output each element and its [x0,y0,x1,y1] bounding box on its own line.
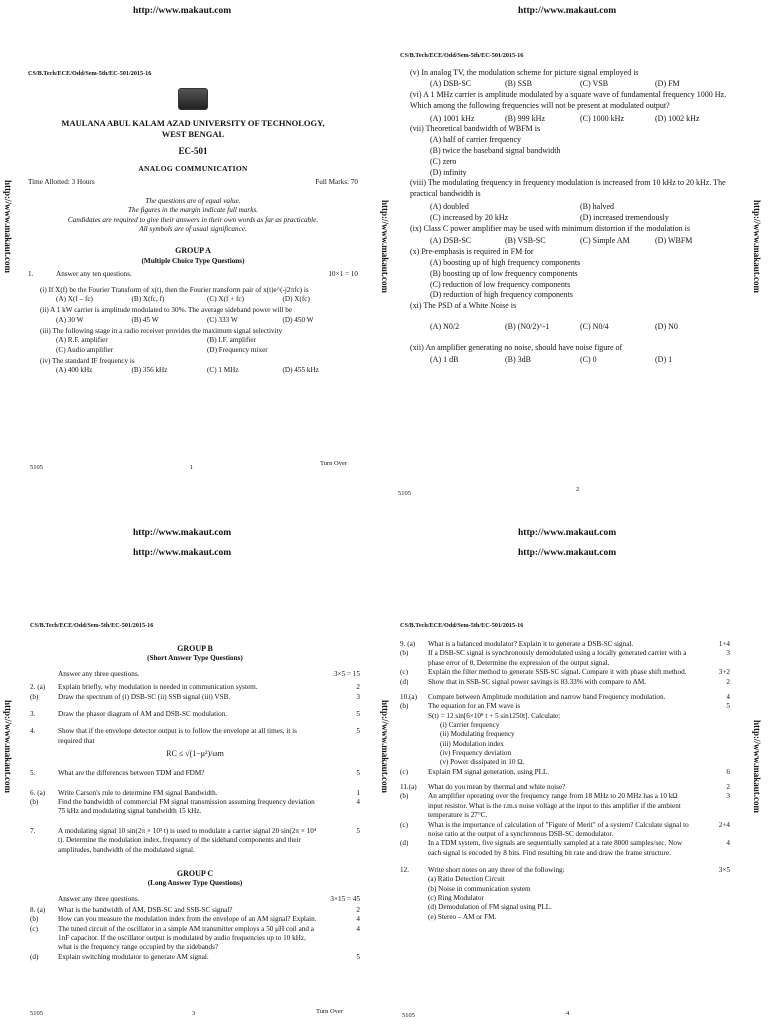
question-marks: 5 [356,952,360,961]
question-text: Write short notes on any three of the following: [428,865,565,874]
option: (D) 455 kHz [282,366,319,375]
page-header: CS/B.Tech/ECE/Odd/Sem-5th/EC-501/2015-16 [400,622,524,629]
list-item: (v) Power dissipated in 10 Ω. [440,758,525,767]
question-vi: (vi) A 1 MHz carrier is amplitude modulated by a square wave of fundamental frequency 1000 Hz. Which among the following frequencies will not be present at modulated output? [410,89,727,110]
site-url-mid-left-1[interactable]: http://www.makaut.com [133,528,232,538]
footer-turn-1: Turn Over [320,460,348,467]
question-number: 6. (a) [30,788,46,797]
group-c-instruction: Answer any three questions. [58,894,140,903]
question-text: What is the bandwidth of AM, DSB-SC and SSB-SC signal? [58,905,233,914]
question-marks: 3×5 [718,865,730,874]
instruction-1: The questions are of equal value. [145,196,241,205]
question-iv: (iv) The standard IF frequency is [40,357,135,366]
group-b-subtitle: (Short Answer Type Questions) [147,654,243,663]
site-url-top-left[interactable]: http://www.makaut.com [133,6,232,16]
side-url-1[interactable]: http://www.makaut.com [3,180,13,274]
options-ii [56,316,358,325]
question-number: (b) [400,792,409,801]
paper-code: EC-501 [178,146,208,157]
option: (A) 30 W [56,315,84,324]
university-logo [178,88,208,110]
site-url-mid-left-2[interactable]: http://www.makaut.com [133,548,232,558]
question-marks: 3 [726,649,730,658]
question-number: 4. [30,727,36,736]
page-2 [400,52,730,366]
option: (D) 1 [655,355,673,365]
options-iii-b [56,346,358,355]
option: (A) DSB-SC [430,79,472,89]
question-v: (v) In analog TV, the modulation scheme for picture signal employed is [410,68,639,78]
option: (C) Simple AM [580,236,630,246]
question-text: The equation for an FM wave is [428,702,521,711]
question-marks: 4 [356,798,360,807]
question-number: 5. [30,769,36,778]
page-header: CS/B.Tech/ECE/Odd/Sem-5th/EC-501/2015-16 [28,70,152,77]
group-c-marks: 3×15 = 45 [330,894,360,903]
option: (D) FM [655,79,680,89]
list-item: (iii) Modulation index [440,739,504,748]
option: (C) reduction of low frequency components [430,279,571,289]
university-state: WEST BENGAL [161,129,225,140]
options-viii-b [430,213,730,224]
option: (A) X(f – fc) [56,294,93,303]
option: (B) 45 W [131,315,159,324]
list-item: (e) Stereo – AM or FM. [428,912,497,921]
question-marks: 4 [356,915,360,924]
option: (A) half of carrier frequency [430,135,522,145]
page-header: CS/B.Tech/ECE/Odd/Sem-5th/EC-501/2015-16 [30,622,154,629]
university-name: MAULANA ABUL KALAM AZAD UNIVERSITY OF TECHNOLOGY, [61,118,325,129]
question-text: Explain switching modulator to generate AM signal. [58,952,209,961]
option: (A) 1 dB [430,355,459,365]
list-item: (c) Ring Modulator [428,894,484,903]
question-number: (b) [30,692,39,701]
question-number: 2. (a) [30,683,46,692]
site-url-mid-right-2[interactable]: http://www.makaut.com [518,548,617,558]
question-marks: 3 [726,792,730,801]
side-url-6[interactable]: http://www.makaut.com [752,720,762,814]
option: (A) boosting up of high frequency components [430,257,581,267]
question-text: Explain FM signal generation, using PLL. [428,767,550,776]
options-i [56,295,358,304]
question-text: Explain the filter method to generate SSB-SC signal. Compare it with phase shift method. [428,668,687,677]
option: (B) (N0/2)^-1 [505,321,550,331]
question-number: 12. [400,865,409,874]
option: (B) boosting up of low frequency components [430,268,578,278]
question-text: Write Carson's rule to determine FM signal Bandwidth. [58,788,218,797]
footer-code-3: 5105 [30,1010,43,1017]
question-number: (d) [400,839,409,848]
page-4 [400,622,730,922]
option: (B) 999 kHz [505,113,545,123]
question-number: 1. [28,270,34,279]
question-text: What is the importance of calculation of "Figure of Merit" of a system? Calculate signal to noise ratio at the output of a synchronous DSB-SC demodulator. [428,820,689,838]
question-number: (d) [30,952,39,961]
options-viii-a [430,202,730,213]
question-number: (c) [400,668,408,677]
question-text: How can you measure the modulation index from the envelope of an AM signal? Explain. [58,915,317,924]
question-marks: 1 [356,788,360,797]
footer-code-1: 5105 [30,464,43,471]
options-v [430,79,730,90]
question-text: Compare between Amplitude modulation and narrow band Frequency modulation. [428,692,666,701]
option: (C) Audio amplifier [56,345,114,354]
question-number: 10.(a) [400,692,417,701]
page-3 [30,622,360,962]
option: (C) 0 [580,355,597,365]
side-url-5[interactable]: http://www.makaut.com [380,700,390,794]
option: (D) X(fc) [282,294,310,303]
footer-page-2: 2 [576,486,580,493]
question-marks: 2 [356,683,360,692]
options-iv [56,366,358,375]
question-text: Draw the phasor diagram of AM and DSB-SC modulation. [58,709,228,718]
question-marks: 3+2 [718,668,730,677]
question-text: What is a balanced modulator? Explain it to generate a DSB-SC signal. [428,640,634,649]
footer-code-4: 5105 [402,1012,415,1019]
list-item: (ii) Modulating frequency [440,730,515,739]
option: (D) 1002 kHz [655,113,700,123]
question-number: 9. (a) [400,640,416,649]
question-number: (b) [400,649,409,658]
question-text: If a DSB-SC signal is synchronously demodulated using a locally generated carrier with a phase error of θ, Determine the expression of the output signal. [428,649,687,667]
group-c-title: GROUP C [176,868,214,878]
options-vi [430,114,730,125]
question-marks: 6 [726,767,730,776]
question-number: (b) [400,702,409,711]
question-marks: 2+4 [718,820,730,829]
instruction-4: All symbols are of usual significance. [139,225,247,234]
footer-page-3: 3 [192,1010,196,1017]
question-text: The tuned circuit of the oscillator in a simple AM transmitter employs a 50 μH coil and a 1nF capacitor. If the oscillator output is modulated by audio frequencies up to 10 kHz, what is the frequency range occupied by the sidebands? [58,924,314,952]
question-xi: (xi) The PSD of a White Noise is [410,301,517,311]
question-number: (c) [30,924,38,933]
question-1-marks: 10×1 = 10 [328,270,358,279]
question-marks: 5 [356,727,360,736]
page-1 [28,70,358,376]
option: (A) DSB-SC [430,236,472,246]
question-marks: 4 [726,692,730,701]
question-marks: 2 [356,905,360,914]
options-iii-a [56,336,358,345]
question-text: Show that in SSB-SC signal power savings is 83.33% with compare to AM. [428,677,647,686]
footer-turn-3: Turn Over [316,1008,344,1015]
question-number: (b) [30,915,39,924]
option: (D) reduction of high frequency components [430,290,573,300]
question-viii: (viii) The modulating frequency in frequency modulation is increased from 10 kHz to 20 kHz. The practical bandwidth is [410,178,726,199]
question-text: What do you mean by thermal and white noise? [428,783,566,792]
question-ix: (ix) Class C power amplifier may be used with minimum distortion if the modulation is [410,223,690,233]
options-xi [430,322,730,333]
question-xii: (xii) An amplifier generating no noise, should have noise figure of [410,342,623,352]
option: (C) 1 MHz [207,366,239,375]
question-text: In a TDM system, five signals are sequentially sampled at a rate 8000 samples/sec. Now each signal is encoded by 8 bits. Find resulting bit rate and draw the frame structure. [428,839,683,857]
option: (B) 3dB [505,355,531,365]
option: (D) WBFM [655,236,693,246]
group-a-subtitle: (Multiple Choice Type Questions) [141,256,245,265]
group-b-instruction: Answer any three questions. [58,669,140,678]
option: (B) 356 kHz [131,366,168,375]
question-iii: (iii) The following stage in a radio receiver provides the maximum signal selectivity [40,326,283,335]
question-text: Draw the spectrum of (i) DSB-SC (ii) SSB signal (iii) VSB. [58,692,231,701]
question-text: Explain briefly, why modulation is needed in communication system. [58,683,258,692]
option: (D) infinity [430,167,467,177]
footer-page-4: 4 [566,1010,570,1017]
time-allotted: Time Allotted: 3 Hours [28,177,95,186]
list-item: (iv) Frequency deviation [440,749,512,758]
side-url-2[interactable]: http://www.makaut.com [380,200,390,294]
option: (C) VSB [580,79,609,89]
option: (D) Frequency mixer [207,345,268,354]
question-marks: 2 [726,783,730,792]
question-1-text: Answer any ten questions. [56,270,132,279]
option: (A) doubled [430,201,469,211]
option: (D) increased tremendously [580,212,669,222]
option: (C) increased by 20 kHz [430,212,509,222]
list-item: (i) Carrier frequency [440,720,500,729]
footer-code-2: 5105 [398,490,411,497]
question-marks: 5 [356,769,360,778]
options-xii [430,355,730,366]
question-text: An amplifier operating over the frequency range from 18 MHz to 20 MHz has a 10 kΩ input resistor. What is the r.m.s noise voltage at the input to this amplifier if the ambient temperature is 27°C. [428,792,681,820]
question-marks: 4 [726,839,730,848]
option: (C) 1000 kHz [580,113,624,123]
option: (C) zero [430,156,457,166]
question-i: (i) If X(f) be the Fourier Transform of x(t), then the Fourier transform pair of x(t)e^(-j2πfc) is [40,285,309,294]
option: (B) I.F. amplifier [207,336,256,345]
group-b-title: GROUP B [177,644,213,654]
question-x: (x) Pre-emphasis is required in FM for [410,247,534,257]
options-ix [430,236,730,247]
question-text: Find the bandwidth of commercial FM signal transmission assuming frequency deviation 75 kHz and modulating signal bandwidth 15 kHz. [58,798,315,816]
option: (B) X(fc, f) [131,294,165,303]
option: (B) SSB [505,79,532,89]
option: (A) 400 kHz [56,366,93,375]
question-marks: 2 [726,677,730,686]
subject-title: ANALOG COMMUNICATION [138,163,248,173]
option: (B) halved [580,201,614,211]
question-vii: (vii) Theoretical bandwidth of WBFM is [410,124,541,134]
question-number: (c) [400,767,408,776]
question-marks: 5 [356,709,360,718]
question-number: (b) [30,798,39,807]
question-ii: (ii) A 1 kW carrier is amplitude modulated to 30%. The average sideband power will be [40,306,293,315]
question-number: 7. [30,826,36,835]
list-item: (a) Ratio Detection Circuit [428,875,505,884]
formula: RC ≤ √(1−μ²)/ωm [166,748,224,758]
question-marks: 3 [356,692,360,701]
option: (A) R.F. amplifier [56,336,108,345]
group-c-subtitle: (Long Answer Type Questions) [147,879,243,888]
group-a-title: GROUP A [175,246,211,256]
question-marks: 5 [356,826,360,835]
site-url-top-right[interactable]: http://www.makaut.com [518,6,617,16]
side-url-3[interactable]: http://www.makaut.com [752,200,762,294]
question-text: Show that if the envelope detector output is to follow the envelope at all times, it is required that [58,727,297,745]
option: (D) 450 W [282,315,314,324]
option: (C) N0/4 [580,321,609,331]
instruction-3: Candidates are required to give their answers in their own words as far as practicable. [67,215,319,224]
footer-page-1: 1 [190,464,194,471]
option: (B) VSB-SC [505,236,546,246]
option: (C) X(f + fc) [207,294,244,303]
site-url-mid-right-1[interactable]: http://www.makaut.com [518,528,617,538]
question-number: (d) [400,677,409,686]
instruction-2: The figures in the margin indicate full marks. [127,206,259,215]
option: (B) twice the baseband signal bandwidth [430,145,561,155]
list-item: (b) Noise in communication system [428,884,531,893]
question-text: What are the differences between TDM and FDM? [58,769,205,778]
question-text: A modulating signal 10 sin(2π × 10³ t) is used to modulate a carrier signal 20 sin(2π × 10⁴ t). Determine the modulation index, frequency of the sideband components and their amplitudes, bandwidth of the modulated signal. [58,826,317,854]
side-url-4[interactable]: http://www.makaut.com [3,700,13,794]
option: (A) N0/2 [430,321,460,331]
full-marks: Full Marks: 70 [315,177,358,186]
question-marks: 1+4 [718,640,730,649]
question-marks: 4 [356,924,360,933]
option: (A) 1001 kHz [430,113,475,123]
question-number: 11.(a) [400,783,417,792]
fm-equation: S(t) = 12 sin[6×10⁸ t + 5 sin1250t]. Calculate: [428,711,561,720]
question-number: (c) [400,820,408,829]
question-number: 3. [30,709,36,718]
option: (C) 333 W [207,315,238,324]
page-header: CS/B.Tech/ECE/Odd/Sem-5th/EC-501/2015-16 [400,52,524,59]
group-b-marks: 3×5 = 15 [333,669,360,678]
question-marks: 5 [726,702,730,711]
option: (D) N0 [655,321,678,331]
list-item: (d) Demodulation of FM signal using PLL. [428,903,552,912]
question-number: 8. (a) [30,905,46,914]
